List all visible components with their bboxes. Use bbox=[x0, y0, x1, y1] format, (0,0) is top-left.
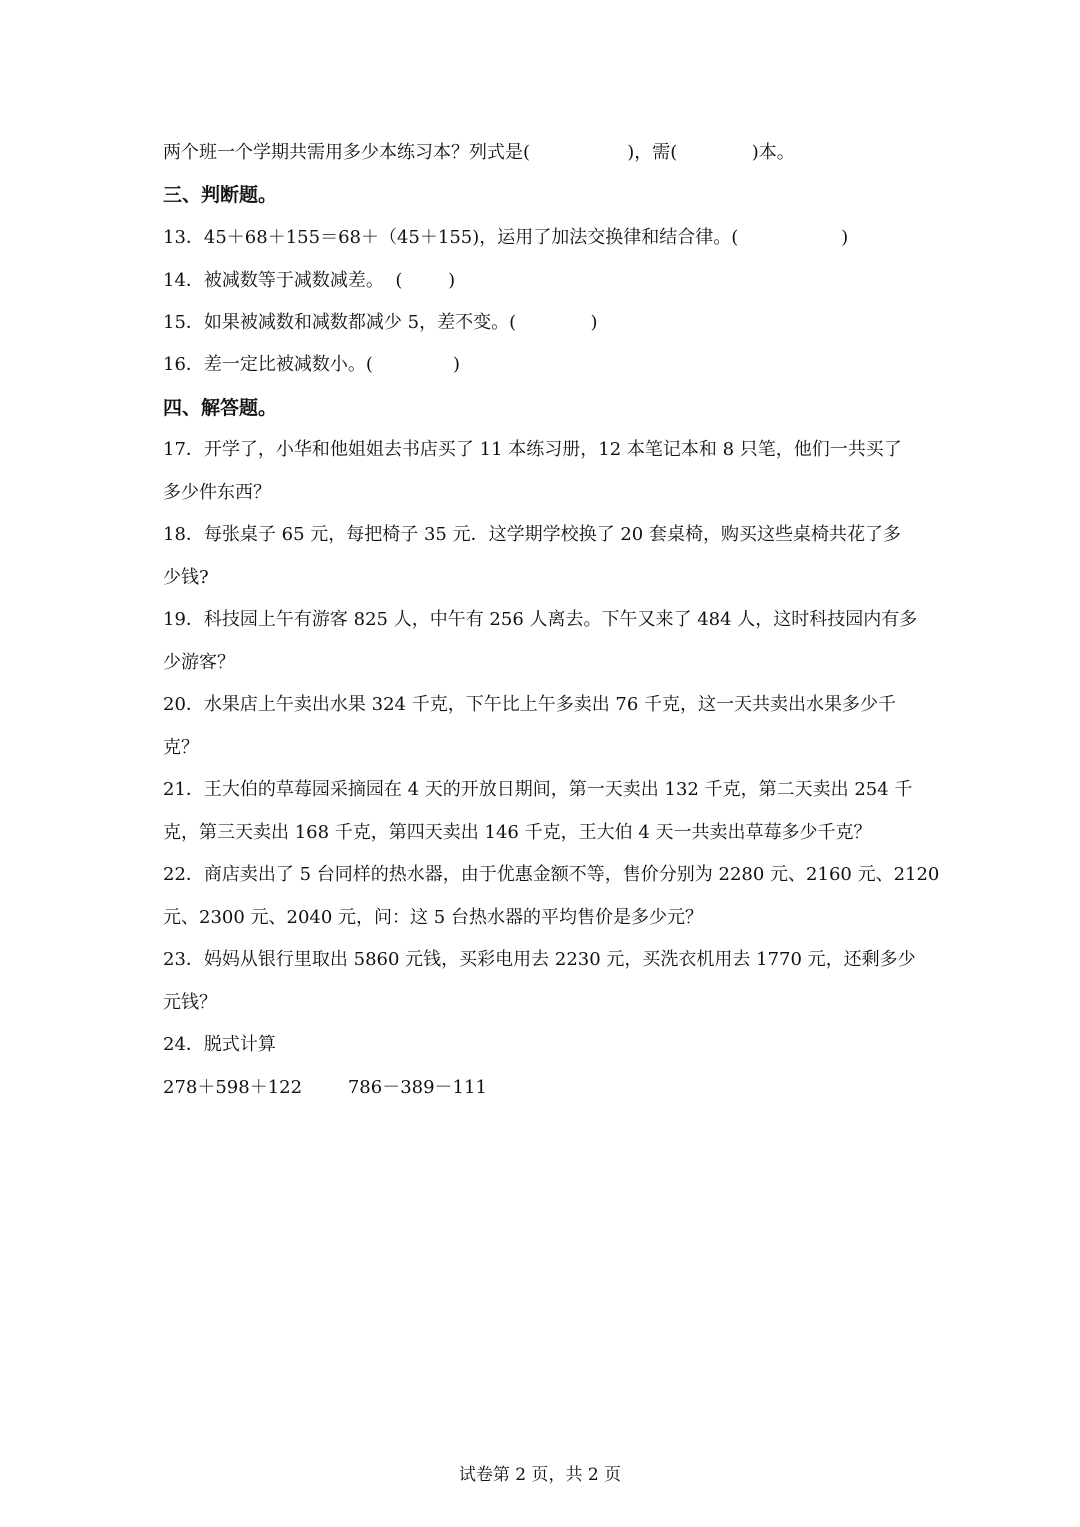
question-24: 24．脱式计算 bbox=[163, 1034, 276, 1055]
question-17-line-1: 17．开学了，小华和他姐姐去书店买了 11 本练习册，12 本笔记本和 8 只笔，他们一共买了 bbox=[163, 439, 902, 460]
question-23-line-2: 元钱？ bbox=[163, 992, 217, 1013]
question-24-expressions: 278＋598＋122 786－389－111 bbox=[163, 1077, 487, 1098]
question-15: 15．如果被减数和减数都减少 5，差不变。( ) bbox=[163, 312, 598, 333]
question-18-line-2: 少钱? bbox=[163, 567, 209, 588]
question-12-continuation: 两个班一个学期共需用多少本练习本？列式是( )，需( )本。 bbox=[163, 142, 795, 163]
question-20-line-1: 20．水果店上午卖出水果 324 千克，下午比上午多卖出 76 千克，这一天共卖出水果多少千 bbox=[163, 694, 897, 715]
question-14: 14．被减数等于减数减差。 ( ) bbox=[163, 270, 456, 291]
question-21-line-1: 21．王大伯的草莓园采摘园在 4 天的开放日期间，第一天卖出 132 千克，第二天卖出 254 千 bbox=[163, 779, 913, 800]
question-22-line-2: 元、2300 元、2040 元，问：这 5 台热水器的平均售价是多少元？ bbox=[163, 907, 703, 928]
question-16: 16．差一定比被减数小。( ) bbox=[163, 354, 461, 375]
question-13: 13．45＋68＋155＝68＋（45＋155)，运用了加法交换律和结合律。( ) bbox=[163, 227, 849, 248]
section-heading-true-false: 三、判断题。 bbox=[163, 184, 278, 206]
section-heading-word-problems: 四、解答题。 bbox=[163, 397, 278, 419]
question-23-line-1: 23．妈妈从银行里取出 5860 元钱，买彩电用去 2230 元，买洗衣机用去 1770 元，还剩多少 bbox=[163, 949, 916, 970]
question-17-line-2: 多少件东西？ bbox=[163, 482, 271, 503]
question-22-line-1: 22．商店卖出了 5 台同样的热水器，由于优惠金额不等，售价分别为 2280 元、2160 元、2120 bbox=[163, 864, 940, 885]
question-20-line-2: 克？ bbox=[163, 737, 199, 758]
page-footer: 试卷第 2 页，共 2 页 bbox=[458, 1465, 622, 1485]
question-21-line-2: 克，第三天卖出 168 千克，第四天卖出 146 千克，王大伯 4 天一共卖出草莓多少千克？ bbox=[163, 822, 872, 843]
question-18-line-1: 18．每张桌子 65 元，每把椅子 35 元．这学期学校换了 20 套桌椅，购买这些桌椅共花了多 bbox=[163, 524, 901, 545]
question-19-line-1: 19．科技园上午有游客 825 人，中午有 256 人离去。下午又来了 484 人，这时科技园内有多 bbox=[163, 609, 918, 630]
question-19-line-2: 少游客？ bbox=[163, 652, 235, 673]
